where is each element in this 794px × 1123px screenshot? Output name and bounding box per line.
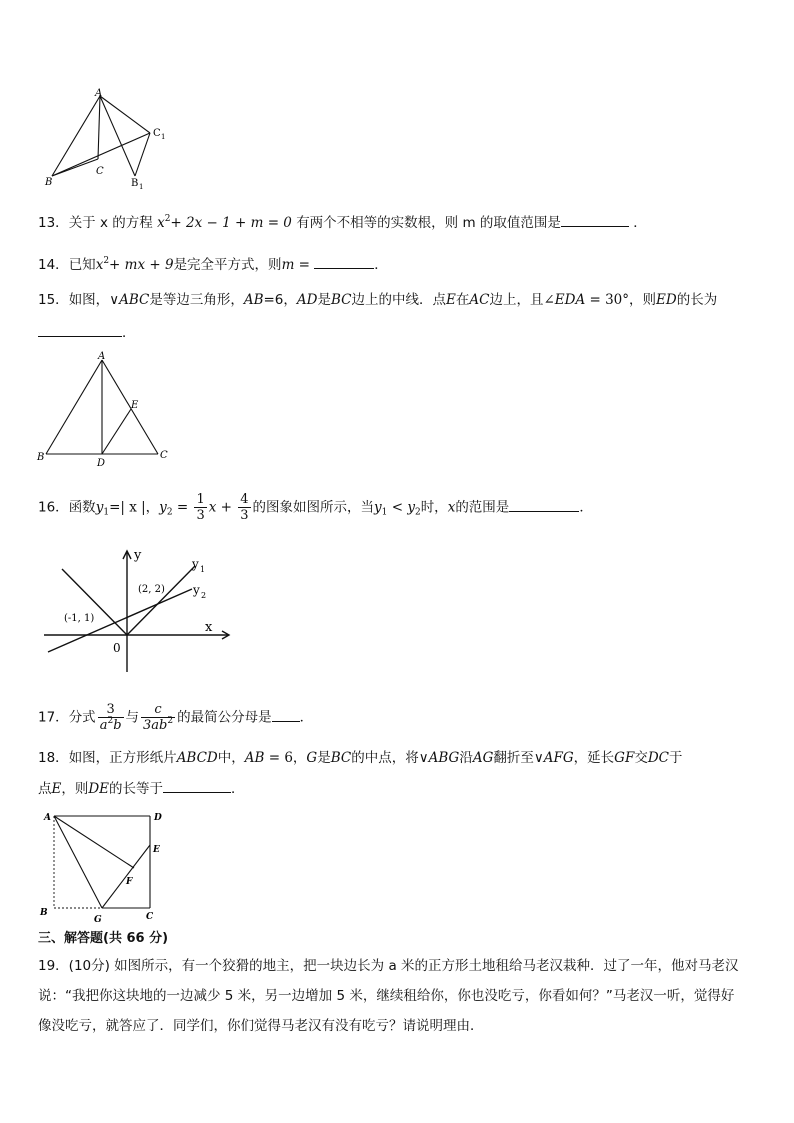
fig18-label-a: A — [44, 813, 51, 823]
q15-ac: AC — [469, 292, 490, 308]
q14-eq: = — [294, 257, 315, 273]
fig16-x-axis-label: x — [205, 620, 213, 635]
q16-cond-y2: y — [407, 499, 415, 516]
q13-answer-blank[interactable] — [561, 212, 629, 227]
fig12-label-c: C — [96, 166, 104, 177]
q18-line2-text-3: 的长等于 — [109, 781, 164, 797]
fig16-point-neg1-1: (-1, 1) — [64, 613, 95, 624]
fig12-label-b: B — [45, 177, 53, 188]
q17-text-2: 与 — [125, 709, 140, 726]
q16-cond-y1: y — [374, 499, 382, 516]
question-18-line-2 — [38, 778, 245, 799]
q14-x: x — [95, 257, 104, 273]
q18-answer-blank[interactable] — [163, 778, 231, 793]
fig12-triangle-rotation — [40, 86, 180, 196]
q14-answer-blank[interactable] — [314, 254, 374, 269]
question-19-line-1: 19．(10分) 如图所示，有一个狡猾的地主，把一块边长为 a 米的正方形土地租给马老汉栽种．过了一年，他对马老汉 — [38, 958, 739, 974]
fig16-y2-sub: 2 — [201, 591, 207, 600]
q16-y1: y — [95, 499, 104, 516]
q18-line2-text-1: 点 — [38, 781, 52, 797]
q16-cond-y2-sub: 2 — [414, 507, 421, 518]
q18-text-5: 的中点，将 — [351, 750, 419, 766]
q18-text-8: ，延长 — [573, 750, 615, 766]
fig18-label-b: B — [40, 908, 48, 918]
q15-ad: AD — [296, 292, 318, 308]
q17-frac2-den-sup: 2 — [167, 716, 174, 726]
q18-abcd: ABCD — [176, 750, 218, 766]
q18-text-6: 沿 — [459, 750, 473, 766]
q18-ab: AB — [244, 750, 265, 766]
q18-gf: GF — [614, 750, 635, 766]
question-19-line-2: 说：“我把你这块地的一边减少 5 米，另一边增加 5 米，继续租给你，你也没吃亏，你看如何？”马老汉一听，觉得好 — [38, 988, 735, 1004]
q16-abs-x: =| x |， — [109, 499, 160, 516]
q18-text-9: 交 — [634, 750, 648, 766]
q16-answer-blank[interactable] — [509, 497, 579, 512]
q17-frac2-num: c — [141, 702, 175, 718]
q15-text-2: 是等边三角形， — [149, 292, 244, 308]
fig12-label-c1: C — [153, 128, 161, 139]
q18-de: DE — [88, 781, 110, 797]
fig16-point-2-2: (2, 2) — [138, 584, 165, 595]
q18-text-3: = 6， — [264, 750, 307, 766]
q16-frac1-num: 1 — [196, 492, 205, 507]
fig16-function-graph — [40, 540, 240, 680]
q17-fraction-3-over-a2b — [98, 702, 124, 733]
q17-fraction-c-over-3ab2 — [141, 702, 175, 733]
fig15-equilateral-triangle — [34, 348, 174, 466]
q15-answer-blank[interactable] — [38, 322, 122, 337]
q13-end: ． — [633, 215, 647, 231]
q17-frac1-den-a: a — [99, 718, 108, 733]
q17-answer-blank[interactable] — [272, 707, 300, 722]
fig15-label-b: B — [37, 452, 45, 463]
q14-number: 14． — [38, 257, 69, 273]
q17-number: 17． — [38, 709, 69, 726]
q18-triangle-afg: ∨AFG — [533, 750, 574, 766]
q13-eq-rest: + 2x − 1 + m = 0 — [170, 215, 292, 231]
question-15-line-2 — [38, 322, 136, 343]
q18-text-1: 如图，正方形纸片 — [68, 750, 177, 766]
q15-angle-value: = 30° — [585, 292, 630, 308]
q18-dc: DC — [647, 750, 669, 766]
q13-eq-sup: 2 — [164, 214, 171, 224]
fig16-y1-label: y — [192, 557, 199, 571]
question-16 — [38, 492, 593, 523]
question-17 — [38, 702, 313, 733]
q18-text-7: 翻折至 — [493, 750, 534, 766]
q13-text-pre: 关于 x 的方程 — [68, 215, 153, 231]
fig15-label-c: C — [160, 450, 168, 461]
q18-e: E — [51, 781, 62, 797]
q14-text-mid: 是完全平方式，则 — [173, 257, 282, 273]
q17-text-1: 分式 — [68, 709, 96, 726]
q16-y1-sub: 1 — [103, 507, 110, 518]
q15-ab: AB — [243, 292, 264, 308]
q18-g: G — [306, 750, 318, 766]
q15-e: E — [446, 292, 456, 308]
q17-end: ． — [299, 709, 314, 726]
question-13 — [38, 212, 647, 233]
q15-text-9: ，则 — [629, 292, 657, 308]
fig16-y1-sub: 1 — [200, 565, 206, 574]
q14-text-pre: 已知 — [68, 257, 96, 273]
q18-line2-text-2: ，则 — [61, 781, 89, 797]
fig12-label-a: A — [95, 88, 103, 99]
q15-number: 15． — [38, 292, 69, 308]
q16-frac2-den: 3 — [240, 508, 249, 523]
q17-frac1-den-b: b — [113, 718, 122, 733]
q15-text-10: 的长为 — [676, 292, 718, 308]
q15-text-7: 边上，且 — [489, 292, 544, 308]
q15-text-1: 如图， — [68, 292, 110, 308]
q15-bc: BC — [330, 292, 352, 308]
fig12-label-c1-sub: 1 — [161, 133, 166, 141]
fig18-label-f: F — [126, 877, 133, 887]
q18-number: 18． — [38, 750, 69, 766]
q15-text-6: 在 — [455, 292, 470, 308]
q18-ag: AG — [472, 750, 494, 766]
fig16-origin-label: 0 — [113, 641, 121, 655]
q16-end: ． — [579, 499, 593, 516]
fig15-label-a: A — [98, 351, 106, 362]
q15-text-3: =6， — [263, 292, 297, 308]
q16-number: 16． — [38, 499, 69, 516]
q13-text-mid: 有两个不相等的实数根，则 m 的取值范围是 — [296, 215, 561, 231]
question-19-line-3: 像没吃亏，就答应了．同学们，你们觉得马老汉有没有吃亏？请说明理由． — [38, 1018, 484, 1034]
q16-y2-sub: 2 — [166, 507, 173, 518]
fig18-label-d: D — [154, 813, 162, 823]
question-15-line-1 — [38, 290, 717, 310]
q16-text-6: 时， — [420, 499, 448, 516]
fig15-label-d: D — [97, 458, 106, 466]
q14-end: ． — [374, 257, 388, 273]
q16-equals: = — [172, 499, 193, 516]
section-3-heading: 三、解答题(共 66 分) — [38, 931, 169, 946]
q16-x-plus: x + — [208, 499, 237, 516]
q18-end: ． — [231, 781, 245, 797]
q14-m: m — [281, 257, 295, 273]
q18-triangle-abg: ∨ABG — [418, 750, 460, 766]
q15-ed: ED — [656, 292, 677, 308]
q17-text-3: 的最简公分母是 — [177, 709, 272, 726]
q16-frac2-num: 4 — [240, 492, 249, 507]
q16-text-1: 函数 — [68, 499, 96, 516]
q17-frac1-den-sup: 2 — [107, 716, 114, 726]
fig12-label-b1: B — [131, 178, 139, 189]
fig18-label-g: G — [94, 915, 102, 924]
q14-rest: + mx + 9 — [109, 257, 174, 273]
q13-eq-x: x — [157, 215, 165, 231]
q15-text-5: 边上的中线．点 — [351, 292, 446, 308]
q16-frac1-den: 3 — [196, 508, 205, 523]
fig12-label-b1-sub: 1 — [139, 183, 144, 191]
q15-text-4: 是 — [317, 292, 331, 308]
q16-text-5: 的图象如图所示，当 — [252, 499, 375, 516]
q13-number: 13． — [38, 215, 69, 231]
q16-cond-y1-sub: 1 — [381, 507, 388, 518]
q18-text-10: 于 — [668, 750, 683, 766]
question-18-line-1 — [38, 748, 682, 768]
q18-bc: BC — [330, 750, 352, 766]
q15-angle-eda: ∠EDA — [543, 292, 586, 308]
q15-end: ． — [122, 325, 136, 341]
q18-text-2: 中， — [217, 750, 245, 766]
q15-triangle-abc: ∨ABC — [109, 292, 150, 308]
q16-y2: y — [159, 499, 167, 516]
fig18-label-e: E — [153, 845, 160, 855]
fig16-y2-label: y — [193, 583, 200, 597]
q18-text-4: 是 — [317, 750, 331, 766]
q14-sup: 2 — [103, 256, 110, 266]
q16-x: x — [447, 499, 456, 516]
q17-frac2-den-a: 3ab — [143, 718, 168, 733]
fig15-label-e: E — [131, 400, 139, 411]
q17-frac1-num: 3 — [98, 702, 124, 718]
q16-fraction-1-3 — [194, 492, 206, 523]
q16-text-7: 的范围是 — [455, 499, 510, 516]
question-14 — [38, 254, 388, 275]
fig16-y-axis-label: y — [134, 548, 142, 563]
fig18-square-fold — [36, 806, 166, 924]
q16-less-than: < — [387, 499, 408, 516]
q16-fraction-4-3 — [238, 492, 250, 523]
fig18-label-c: C — [146, 912, 154, 922]
